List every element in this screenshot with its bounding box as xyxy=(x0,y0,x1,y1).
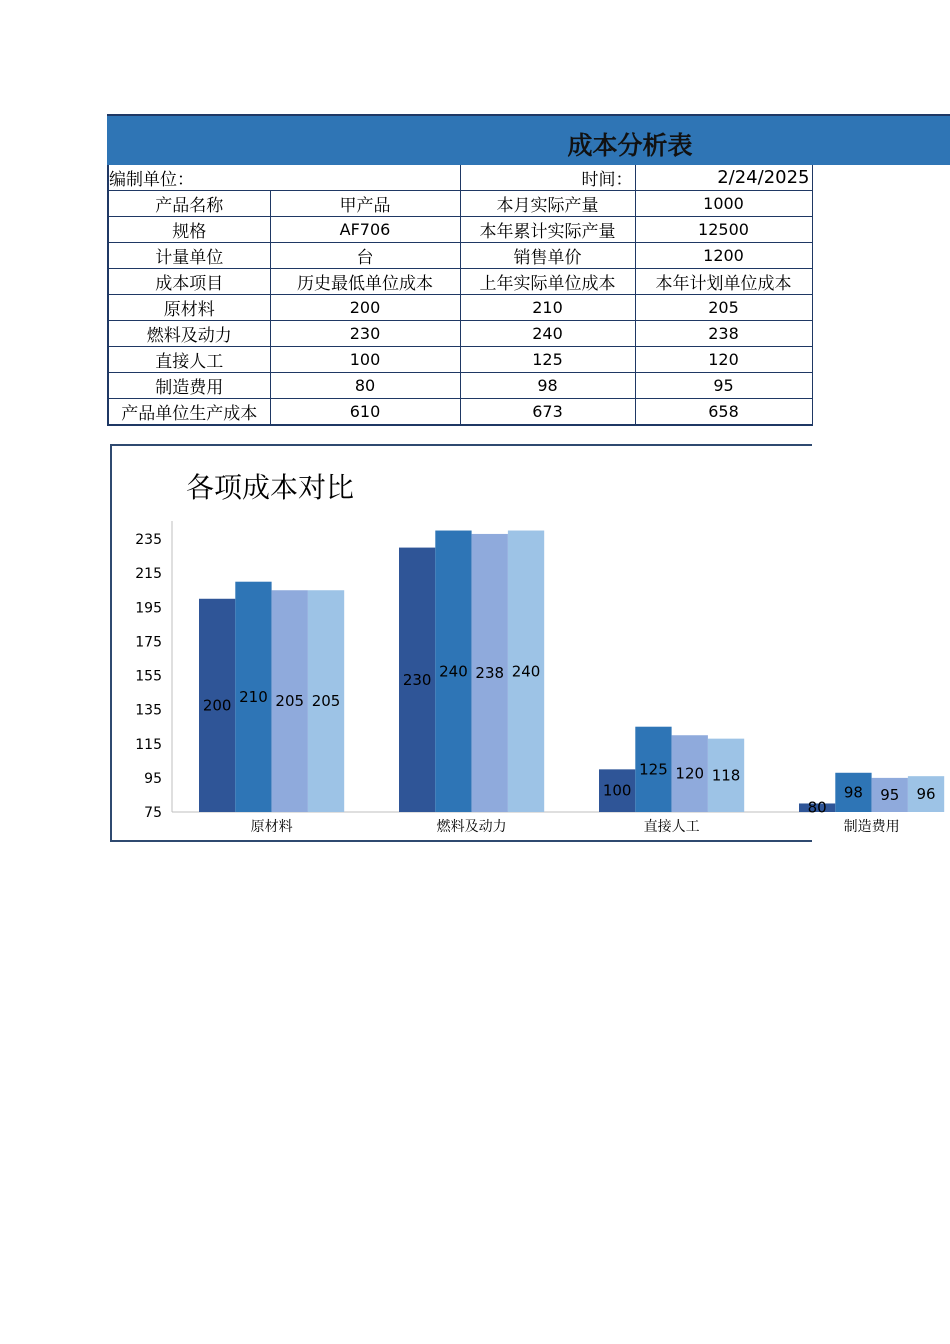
table-cell[interactable]: 原材料 xyxy=(108,295,270,321)
table-cell[interactable]: 230 xyxy=(270,321,460,347)
data-label: 95 xyxy=(880,785,900,804)
table-cell[interactable]: 120 xyxy=(635,347,812,373)
cost-header-row xyxy=(108,269,812,295)
y-tick-label: 115 xyxy=(135,736,162,753)
data-label: 205 xyxy=(311,692,341,711)
data-label: 98 xyxy=(843,783,863,802)
y-tick-label: 235 xyxy=(135,532,162,549)
y-tick-label: 135 xyxy=(135,702,162,719)
table-cell[interactable]: 计量单位 xyxy=(108,243,270,269)
data-label: 240 xyxy=(439,662,468,681)
table-cell[interactable]: 80 xyxy=(270,373,460,399)
table-cell[interactable]: 673 xyxy=(460,399,635,426)
cost-table xyxy=(107,165,813,426)
chart-title: 各项成本对比 xyxy=(186,471,355,504)
data-label: 80 xyxy=(807,798,827,817)
cost-row xyxy=(108,295,812,321)
y-tick-label: 75 xyxy=(144,805,162,821)
y-tick-label: 155 xyxy=(135,668,162,685)
table-cell[interactable]: 238 xyxy=(635,321,812,347)
table-cell[interactable]: 200 xyxy=(270,295,460,321)
cost-row xyxy=(108,373,812,399)
data-label: 238 xyxy=(475,663,505,682)
table-cell[interactable]: 205 xyxy=(635,295,812,321)
x-category-label: 原材料 xyxy=(250,819,293,835)
y-tick-label: 95 xyxy=(144,770,162,787)
table-cell[interactable]: 台 xyxy=(270,243,460,269)
table-cell[interactable]: AF706 xyxy=(270,217,460,243)
table-cell[interactable]: 125 xyxy=(460,347,635,373)
unit-label: 编制单位： xyxy=(108,165,460,191)
table-cell[interactable]: 甲产品 xyxy=(270,191,460,217)
cost-row xyxy=(108,321,812,347)
header-cell[interactable]: 历史最低单位成本 xyxy=(270,269,460,295)
table-cell[interactable]: 本年累计实际产量 xyxy=(460,217,635,243)
table-cell[interactable]: 产品单位生产成本 xyxy=(108,399,270,426)
x-category-label: 直接人工 xyxy=(643,819,700,835)
info-row xyxy=(108,243,812,269)
table-cell[interactable]: 本月实际产量 xyxy=(460,191,635,217)
data-label: 120 xyxy=(675,764,705,783)
chart-container[interactable] xyxy=(110,444,936,842)
table-cell[interactable]: 12500 xyxy=(635,217,812,243)
data-label: 210 xyxy=(239,687,268,706)
data-label: 200 xyxy=(202,696,232,715)
bar-chart xyxy=(112,446,936,844)
info-row xyxy=(108,191,812,217)
table-cell[interactable]: 210 xyxy=(460,295,635,321)
table-cell[interactable]: 240 xyxy=(460,321,635,347)
table-cell[interactable]: 规格 xyxy=(108,217,270,243)
table-cell[interactable]: 95 xyxy=(635,373,812,399)
header-cell[interactable]: 上年实际单位成本 xyxy=(460,269,635,295)
data-label: 240 xyxy=(511,662,541,681)
y-tick-label: 175 xyxy=(135,634,162,651)
table-cell[interactable]: 销售单价 xyxy=(460,243,635,269)
table-cell[interactable]: 658 xyxy=(635,399,812,426)
table-cell[interactable]: 100 xyxy=(270,347,460,373)
data-label: 96 xyxy=(916,785,936,804)
sheet-title: 成本分析表 xyxy=(567,131,693,160)
data-label: 100 xyxy=(602,781,632,800)
header-cell[interactable]: 成本项目 xyxy=(108,269,270,295)
data-label: 125 xyxy=(639,760,668,779)
data-label: 205 xyxy=(275,692,305,711)
table-cell[interactable]: 制造费用 xyxy=(108,373,270,399)
meta-row xyxy=(108,165,812,191)
title-bar xyxy=(107,114,950,165)
time-label: 时间： xyxy=(460,165,635,191)
table-cell[interactable]: 1000 xyxy=(635,191,812,217)
x-category-label: 制造费用 xyxy=(843,819,900,835)
y-tick-label: 195 xyxy=(135,600,162,617)
x-category-label: 燃料及动力 xyxy=(436,819,507,835)
data-label: 118 xyxy=(711,766,741,785)
date-cell[interactable]: 2/24/2025 xyxy=(635,165,812,191)
data-label: 230 xyxy=(402,670,432,689)
info-row xyxy=(108,217,812,243)
cost-row xyxy=(108,347,812,373)
table-cell[interactable]: 产品名称 xyxy=(108,191,270,217)
table-cell[interactable]: 直接人工 xyxy=(108,347,270,373)
table-cell[interactable]: 610 xyxy=(270,399,460,426)
y-tick-label: 215 xyxy=(135,566,162,583)
table-cell[interactable]: 98 xyxy=(460,373,635,399)
table-cell[interactable]: 燃料及动力 xyxy=(108,321,270,347)
header-cell[interactable]: 本年计划单位成本 xyxy=(635,269,812,295)
cost-total-row xyxy=(108,399,812,426)
table-cell[interactable]: 1200 xyxy=(635,243,812,269)
